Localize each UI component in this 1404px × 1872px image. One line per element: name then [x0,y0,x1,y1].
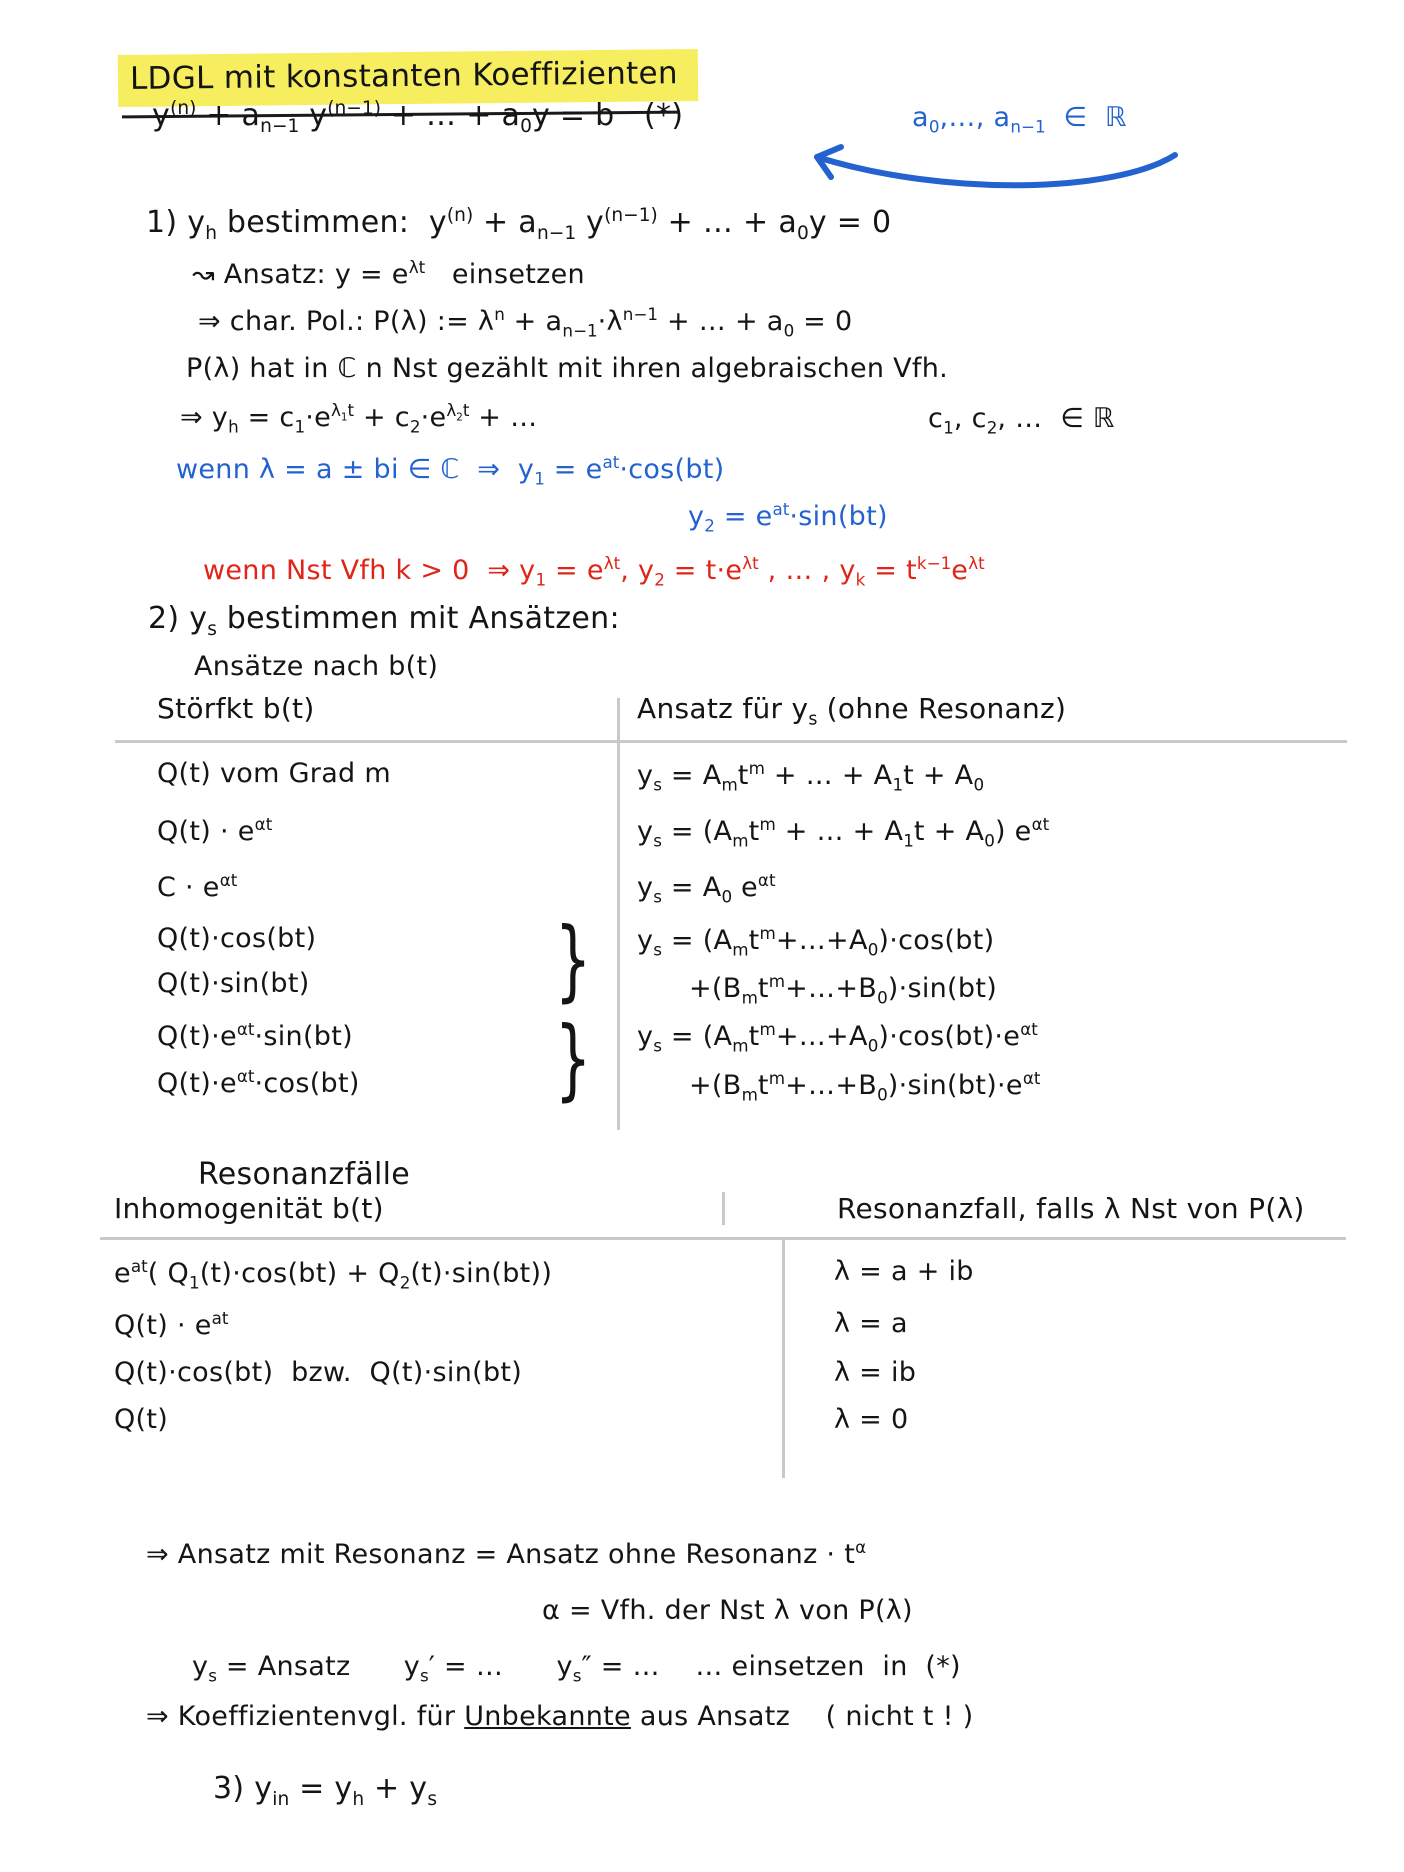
ansatz-formula: $y_s$ = $(A_mt^m+\dots+A_0)\cdot\cos(bt)$ [637,922,995,959]
table-row [115,1006,1347,1110]
ansatz-table [115,692,1347,1110]
table-row [100,1341,1346,1388]
grouping-brace-icon: } [554,1006,592,1110]
resonance-lambda: λ = ib [834,1357,917,1389]
page-title: LDGL mit konstanten Koeffizienten [118,49,698,107]
inhomogeneity: $Q(t) \cdot e^{at}$ [114,1308,229,1342]
step2-subheading: Ansätze nach b(t) [194,651,439,682]
ansatz-formula: $y_s = A_0$ $e^{\alpha t}$ [637,869,776,906]
resonance-heading: Resonanzfälle [198,1157,411,1192]
step1-roots-note: P(λ) hat in ℂ n Nst gezählt mit ihren algebraischen Vfh. [186,353,949,384]
disturbance-function: Q(t) vom Grad m [157,757,391,789]
disturbance-function: Q(t)·sin(bt) [157,967,310,999]
table-row [115,855,1347,911]
table-row [115,743,1347,799]
resonance-lambda: λ = a [834,1308,908,1340]
coefficient-comparison: ⇒ Koeffizientenvgl. für Unbekannte aus Ansatz ( nicht t ! ) [146,1701,974,1732]
inhomogeneity: Q(t) [114,1404,169,1436]
resonance-table-header [100,1192,1346,1240]
ansatz-table-header [115,692,1347,743]
annotation-arrow-icon [785,133,1185,197]
ansatz-table-column-divider [617,698,620,1130]
table-row [100,1388,1346,1435]
inhomogeneity: Q(t)·cos(bt) bzw. Q(t)·sin(bt) [114,1357,523,1389]
inhomogeneity: $e^{at}$( $Q_1(t)\cdot\cos(bt) + Q_2(t)\cdot\sin(bt)$) [114,1256,553,1293]
resonance-table-body [100,1240,1346,1435]
ansatz-formula-continued: $+(B_mt^m+\dots+B_0)\cdot\sin(bt)$ [689,970,998,1008]
ansatz-table-header-left: Störfkt b(t) [157,692,315,725]
resonance-lambda: λ = a + ib [834,1256,974,1287]
step1-homogeneous-solution: ⇒ $y_h = c_1\cdot e^{\lambda_1t} + c_2\cdot e^{\lambda_2t}$ + … [180,400,538,437]
disturbance-function: $Q(t)\cdot e^{\alpha t}\cdot\cos(bt)$ [157,1066,360,1100]
step1-complex-case-1: wenn λ = a ± bi ∈ ℂ ⇒ $y_1 = e^{at}\cdot\cos(bt)$ [176,452,725,489]
step2-heading: 2) $y_s$ bestimmen mit Ansätzen: [148,601,620,640]
coefficients-annotation: $a_0,\dots$, $a_{n-1}$ ∈ ℝ [912,102,1127,137]
step1-char-polynomial: ⇒ char. Pol.: P(λ) := $\lambda^n + a_{n-1}\cdot\lambda^{n-1}$ + … + $a_0 = 0$ [198,304,853,341]
step1-complex-case-2: $y_2 = e^{at}\cdot\sin(bt)$ [688,499,888,536]
grouping-brace-icon: } [554,908,592,1012]
resonance-table-header-left: Inhomogenität b(t) [114,1192,384,1225]
step1-heading: 1) $y_h$ bestimmen: $y^{(n)} + a_{n-1}$ $y^{(n-1)}$ + … + $a_0y = 0$ [146,205,892,244]
resonance-rule: ⇒ Ansatz mit Resonanz = Ansatz ohne Resonanz · $t^\alpha$ [146,1537,867,1570]
step3-heading: 3) $y_{in} = y_h + y_s$ [213,1771,438,1810]
resonance-table [100,1192,1346,1435]
step1-multiple-root-case: wenn Nst Vfh k > 0 ⇒ $y_1 = e^{\lambda t}$, $y_2 = t\cdot e^{\lambda t}$ , … , $y_k = t^{k-1}e^{\lambda t}$ [203,553,985,590]
ansatz-table-header-right: Ansatz für $y_s$ (ohne Resonanz) [637,692,1067,730]
resonance-lambda: λ = 0 [834,1404,909,1436]
step1-ansatz: ↝ Ansatz: $y = e^{\lambda t}$ einsetzen [192,257,585,290]
resonance-table-column-divider [782,1240,785,1478]
resonance-table-header-right: Resonanzfall, falls λ Nst von P(λ) [722,1192,1346,1225]
insert-into-equation: $y_s$ = Ansatz $y_s'$ = … $y_s''$ = … … einsetzen in (*) [192,1651,961,1686]
ansatz-formula: $y_s = A_mt^m$ + … + $A_1t + A_0$ [637,757,985,794]
table-row [100,1292,1346,1341]
table-row [115,799,1347,855]
step1-constants-note: $c_1$, $c_2$, … ∈ ℝ [928,403,1115,438]
disturbance-function: Q(t)·cos(bt) [157,922,317,954]
disturbance-function: $Q(t) \cdot e^{\alpha t}$ [157,813,273,847]
alpha-definition: α = Vfh. der Nst λ von P(λ) [542,1595,913,1626]
ansatz-formula: $y_s$ = $(A_mt^m+\dots+A_0)\cdot\cos(bt)\cdot e^{\alpha t}$ [637,1019,1038,1056]
disturbance-function: $Q(t)\cdot e^{\alpha t}\cdot\sin(bt)$ [157,1019,353,1053]
main-equation: $y^{(n)} + a_{n-1}$ $y^{(n-1)}$ + … + $a_0y = b$ (*) [152,98,684,137]
table-row [100,1240,1346,1292]
ansatz-formula-continued: $+(B_mt^m+\dots+B_0)\cdot\sin(bt)\cdot e^{\alpha t}$ [689,1067,1041,1105]
ansatz-formula: $y_s = (A_mt^m$ + … + $A_1t + A_0$) $e^{\alpha t}$ [637,813,1050,850]
table-row [115,908,1347,1012]
disturbance-function: $C \cdot e^{\alpha t}$ [157,869,238,903]
